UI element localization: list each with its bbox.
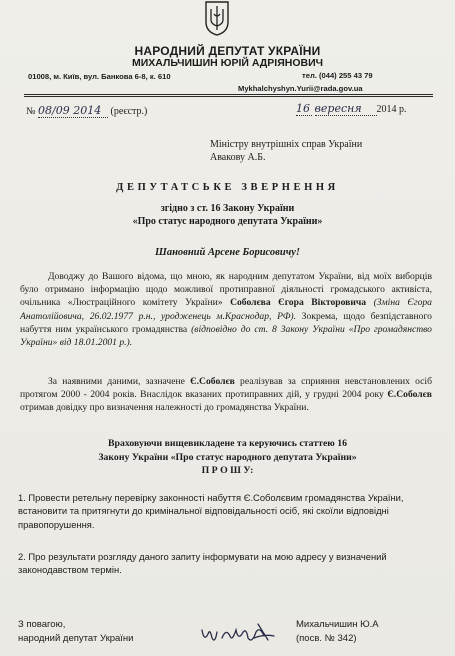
p1-person-name: Соболєва Єгора Вікторовича: [230, 297, 367, 309]
request-item-2: 2. Про результати розгляду даного запиту інформувати на мою адресу у визначений законодавством термін.: [18, 551, 387, 576]
signature-role: народний депутат України: [18, 633, 134, 644]
resolution-line-1: Враховуючи вищевикладене та керуючись статтею 16: [107, 438, 348, 449]
signatory-name: Михальчишин Ю.А: [296, 619, 379, 630]
p2-person-name-2: Є.Соболєв: [387, 389, 432, 401]
header-phone: тел. (044) 255 43 79: [302, 71, 373, 80]
basis-line-2: «Про статус народного депутата України»: [132, 216, 323, 227]
resolution-line-2: Закону України «Про статус народного депутата України»: [98, 451, 357, 463]
coat-of-arms-icon: [204, 0, 230, 36]
resolution-request-heading: П Р О Ш У:: [201, 465, 254, 476]
p2-person-name-1: Є.Соболєв: [190, 376, 235, 387]
letter-date: [296, 102, 407, 116]
p2-text-b: реалізував за сприяння невстановлених осіб протягом 2000 - 2004 років. Внаслідок вказаних протиправних дій, у грудні 2004 року: [20, 376, 432, 401]
p1-legal-reference: (відповідно до ст. 8 Закону України «Про громадянство України» від 18.01.2001 р.).: [20, 323, 432, 349]
body-paragraph-2: [20, 375, 432, 415]
header-divider-secondary: [24, 96, 433, 97]
recipient-name: Авакову А.Б.: [210, 152, 266, 163]
document-title: ДЕПУТАТСЬКЕ ЗВЕРНЕННЯ: [116, 182, 339, 193]
resolution-block: [0, 437, 455, 478]
signature-closing: З повагою,: [18, 619, 66, 630]
signatory-certificate: (посв. № 342): [296, 633, 357, 644]
recipient-block: [210, 138, 362, 164]
body-paragraph-1: [20, 270, 432, 349]
date-year: 2014 р.: [376, 104, 407, 115]
registration-line: [26, 104, 147, 118]
header-email: Mykhalchyshyn.Yurii@rada.gov.ua: [238, 84, 363, 93]
recipient-office: Міністру внутрішніх справ України: [210, 139, 363, 150]
p2-text-c: отримав довідку про визначення належності до громадянства України.: [20, 402, 309, 414]
p1-text-c: Зокрема, щодо безпідставного набуття ним українського громадянства: [20, 310, 432, 335]
header-title: НАРОДНИЙ ДЕПУТАТ УКРАЇНИ: [134, 44, 321, 58]
registration-prefix: №: [26, 106, 36, 117]
p1-person-details: (Зміна Єгора Анатолійовича, 26.02.1977 р.н., уродженець м.Краснодар, РФ).: [20, 297, 432, 322]
registration-number: 08/09 2014: [38, 104, 108, 118]
signature-block-left: [18, 618, 133, 646]
document-basis: [0, 202, 455, 228]
header-divider: [24, 94, 433, 95]
header-name: МИХАЛЬЧИШИН ЮРІЙ АДРІЯНОВИЧ: [131, 57, 324, 69]
header-address: 01008, м. Київ, вул. Банкова 6-8, к. 610: [28, 72, 171, 81]
registration-suffix: (реєстр.): [110, 106, 148, 117]
p2-text-a: За наявними даними, зазначене: [48, 376, 191, 387]
p1-text-a: Доводжу до Вашого відома, що мною, як народним депутатом України, від моїх виборців було отримано інформацію щодо можливої протиправної діяльності громадського активіста, очільника «Люстраційного комітету України»: [20, 271, 432, 309]
date-day: 16: [296, 102, 310, 115]
signature-block-right: [296, 618, 379, 646]
handwritten-signature-icon: [198, 620, 278, 648]
greeting: Шановний Арсене Борисовичу!: [155, 247, 300, 258]
date-month: вересня: [315, 102, 377, 116]
request-item-1: 1. Провести ретельну перевірку законності набуття Є.Соболєвим громадянства України, встановити та притягнути до кримінальної відповідальності осіб, які скоїли відповідні правопорушення.: [18, 492, 404, 530]
basis-line-1: згідно з ст. 16 Закону України: [160, 203, 295, 214]
